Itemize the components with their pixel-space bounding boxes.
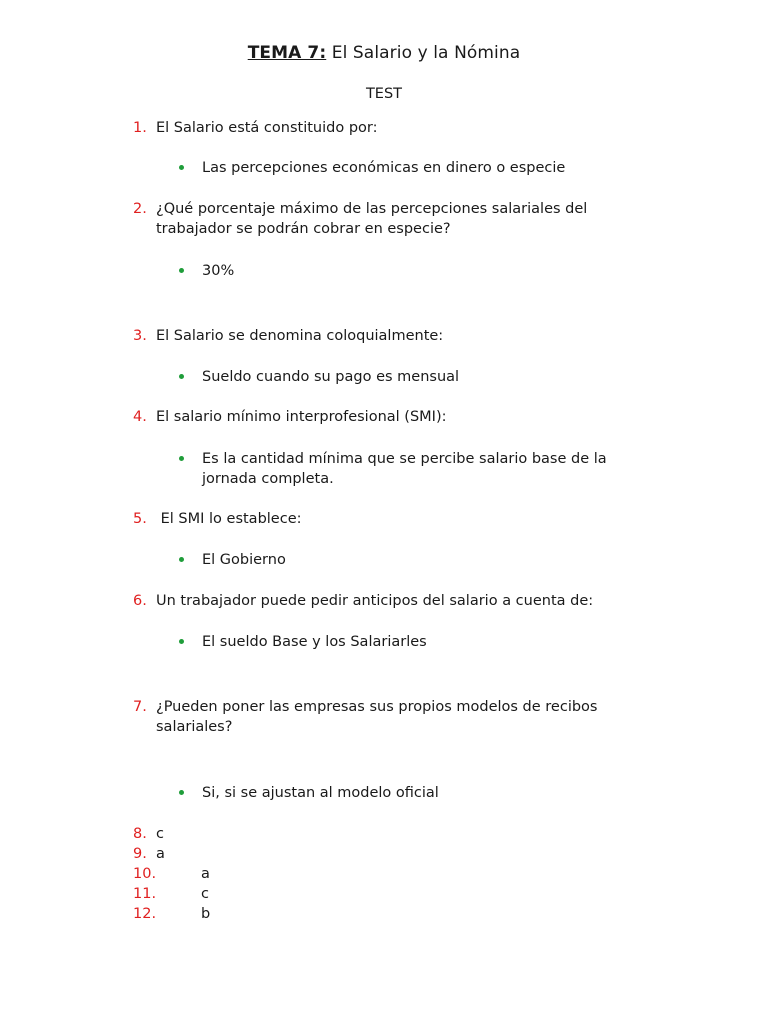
question-number: 4.: [133, 409, 147, 425]
answer-key-value: a: [201, 866, 210, 882]
question-text: El salario mínimo interprofesional (SMI):: [156, 409, 447, 425]
answer-text: 30%: [202, 263, 235, 279]
bullet-icon: [179, 456, 184, 461]
question-number: 1.: [133, 120, 147, 136]
answer-key-number: 12.: [133, 906, 157, 922]
answer-text: Las percepciones económicas en dinero o especie: [202, 160, 566, 176]
question-number: 5.: [133, 511, 147, 527]
question-number: 3.: [133, 328, 147, 344]
answer-key-value: b: [201, 906, 211, 922]
bullet-icon: [179, 790, 184, 795]
question-number: 6.: [133, 593, 147, 609]
answer-key-number: 9.: [133, 846, 147, 862]
answer-text: Si, si se ajustan al modelo oficial: [202, 785, 439, 801]
answer-text: El sueldo Base y los Salariarles: [202, 634, 427, 650]
bullet-icon: [179, 374, 184, 379]
document-subtitle: TEST: [365, 86, 403, 102]
answer-key-value: c: [156, 826, 164, 842]
answer-key-number: 8.: [133, 826, 147, 842]
answer-key-value: c: [201, 886, 209, 902]
question-text: El Salario se denomina coloquialmente:: [156, 328, 444, 344]
title-rest: El Salario y la Nómina: [326, 43, 521, 63]
answer-text: Es la cantidad mínima que se percibe salario base de la jornada completa.: [202, 451, 607, 487]
question-number: 7.: [133, 699, 147, 715]
question-text: Un trabajador puede pedir anticipos del salario a cuenta de:: [156, 593, 594, 609]
question-text: ¿Qué porcentaje máximo de las percepciones salariales del trabajador se podrán cobrar en especie?: [156, 201, 588, 237]
bullet-icon: [179, 165, 184, 170]
answer-text: Sueldo cuando su pago es mensual: [202, 369, 460, 385]
answer-key-value: a: [156, 846, 165, 862]
answer-key-number: 10.: [133, 866, 157, 882]
answer-text: El Gobierno: [202, 552, 286, 568]
question-text: ¿Pueden poner las empresas sus propios modelos de recibos salariales?: [156, 699, 598, 735]
answer-key-number: 11.: [133, 886, 157, 902]
bullet-icon: [179, 268, 184, 273]
question-text: El SMI lo establece:: [156, 511, 302, 527]
bullet-icon: [179, 639, 184, 644]
document-title: [0, 43, 768, 63]
question-text: El Salario está constituido por:: [156, 120, 378, 136]
title-lead: TEMA 7:: [247, 43, 327, 63]
question-number: 2.: [133, 201, 147, 217]
bullet-icon: [179, 557, 184, 562]
